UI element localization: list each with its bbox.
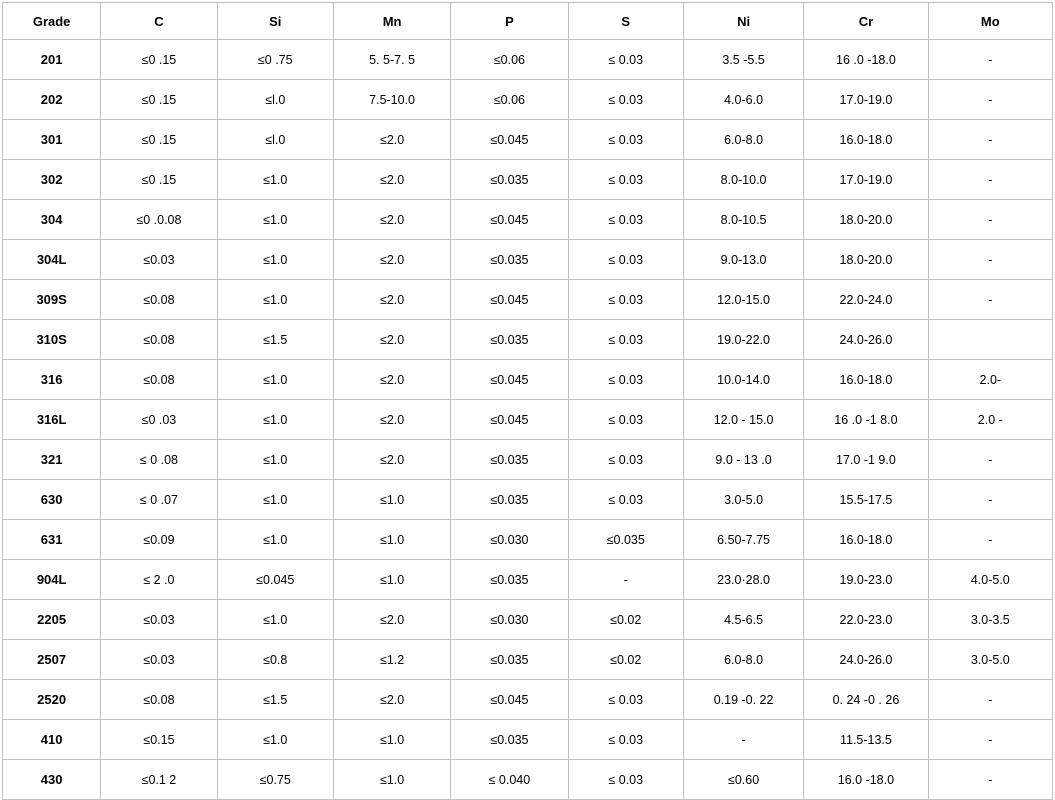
cell-p: ≤ 0.040	[451, 760, 568, 800]
cell-s: ≤ 0.03	[568, 320, 683, 360]
cell-cr: 16 .0 -18.0	[804, 40, 928, 80]
cell-cr: 17.0-19.0	[804, 80, 928, 120]
cell-mn: 5. 5-7. 5	[333, 40, 450, 80]
cell-mo: -	[928, 760, 1052, 800]
cell-mn: ≤2.0	[333, 160, 450, 200]
cell-p: ≤0.045	[451, 360, 568, 400]
cell-ni: 12.0 - 15.0	[683, 400, 803, 440]
table-row	[3, 360, 1053, 400]
cell-c: ≤0.15	[101, 720, 217, 760]
cell-s: ≤0.02	[568, 600, 683, 640]
cell-ni: 4.0-6.0	[683, 80, 803, 120]
cell-mo: 4.0-5.0	[928, 560, 1052, 600]
cell-cr: 19.0-23.0	[804, 560, 928, 600]
cell-p: ≤0.030	[451, 600, 568, 640]
cell-mo: -	[928, 200, 1052, 240]
cell-si: ≤l.0	[217, 120, 333, 160]
cell-ni: 4.5-6.5	[683, 600, 803, 640]
cell-cr: 18.0-20.0	[804, 200, 928, 240]
cell-cr: 16 .0 -1 8.0	[804, 400, 928, 440]
table-row	[3, 240, 1053, 280]
cell-mo: -	[928, 480, 1052, 520]
cell-ni: 3.5 -5.5	[683, 40, 803, 80]
cell-grade: 630	[3, 480, 101, 520]
cell-grade: 410	[3, 720, 101, 760]
cell-grade: 631	[3, 520, 101, 560]
column-header-cr: Cr	[804, 3, 928, 40]
cell-p: ≤0.06	[451, 40, 568, 80]
cell-p: ≤0.035	[451, 240, 568, 280]
cell-c: ≤ 0 .07	[101, 480, 217, 520]
cell-s: ≤0.02	[568, 640, 683, 680]
table-row	[3, 720, 1053, 760]
cell-c: ≤0 .15	[101, 120, 217, 160]
cell-si: ≤0.8	[217, 640, 333, 680]
cell-si: ≤0.045	[217, 560, 333, 600]
cell-cr: 24.0-26.0	[804, 320, 928, 360]
cell-cr: 0. 24 -0 . 26	[804, 680, 928, 720]
cell-si: ≤1.0	[217, 360, 333, 400]
cell-grade: 202	[3, 80, 101, 120]
cell-p: ≤0.035	[451, 480, 568, 520]
cell-mo	[928, 320, 1052, 360]
cell-p: ≤0.045	[451, 400, 568, 440]
cell-si: ≤0.75	[217, 760, 333, 800]
cell-ni: ≤0.60	[683, 760, 803, 800]
chemical-composition-table	[2, 2, 1053, 800]
table-row	[3, 320, 1053, 360]
cell-s: ≤ 0.03	[568, 80, 683, 120]
cell-si: ≤1.0	[217, 440, 333, 480]
cell-mo: -	[928, 680, 1052, 720]
cell-p: ≤0.030	[451, 520, 568, 560]
cell-p: ≤0.045	[451, 120, 568, 160]
column-header-si: Si	[217, 3, 333, 40]
cell-ni: 8.0-10.5	[683, 200, 803, 240]
table-row	[3, 120, 1053, 160]
cell-mo: -	[928, 80, 1052, 120]
cell-p: ≤0.035	[451, 560, 568, 600]
cell-s: ≤ 0.03	[568, 760, 683, 800]
cell-cr: 11.5-13.5	[804, 720, 928, 760]
cell-ni: 0.19 -0. 22	[683, 680, 803, 720]
cell-s: ≤ 0.03	[568, 360, 683, 400]
table-row	[3, 160, 1053, 200]
cell-cr: 16.0-18.0	[804, 120, 928, 160]
cell-grade: 304	[3, 200, 101, 240]
cell-p: ≤0.035	[451, 160, 568, 200]
cell-si: ≤1.5	[217, 680, 333, 720]
cell-mo: -	[928, 440, 1052, 480]
cell-si: ≤l.0	[217, 80, 333, 120]
cell-mn: ≤1.0	[333, 520, 450, 560]
cell-mn: ≤1.0	[333, 560, 450, 600]
cell-cr: 22.0-24.0	[804, 280, 928, 320]
cell-si: ≤1.0	[217, 280, 333, 320]
cell-p: ≤0.045	[451, 280, 568, 320]
cell-mn: ≤2.0	[333, 680, 450, 720]
table-row	[3, 640, 1053, 680]
cell-c: ≤0.1 2	[101, 760, 217, 800]
cell-c: ≤0 .15	[101, 40, 217, 80]
cell-ni: 19.0-22.0	[683, 320, 803, 360]
cell-ni: 8.0-10.0	[683, 160, 803, 200]
cell-c: ≤0 .0.08	[101, 200, 217, 240]
cell-si: ≤1.0	[217, 160, 333, 200]
cell-si: ≤1.0	[217, 480, 333, 520]
column-header-c: C	[101, 3, 217, 40]
cell-mn: ≤2.0	[333, 240, 450, 280]
cell-p: ≤0.045	[451, 200, 568, 240]
cell-p: ≤0.045	[451, 680, 568, 720]
cell-grade: 301	[3, 120, 101, 160]
column-header-mn: Mn	[333, 3, 450, 40]
cell-s: ≤ 0.03	[568, 40, 683, 80]
cell-grade: 316	[3, 360, 101, 400]
cell-s: ≤ 0.03	[568, 200, 683, 240]
cell-c: ≤0.09	[101, 520, 217, 560]
cell-mn: ≤2.0	[333, 200, 450, 240]
cell-grade: 2520	[3, 680, 101, 720]
cell-mn: ≤2.0	[333, 600, 450, 640]
document-sheet	[0, 2, 1055, 790]
cell-c: ≤0.03	[101, 640, 217, 680]
cell-mn: ≤2.0	[333, 360, 450, 400]
cell-s: ≤0.035	[568, 520, 683, 560]
cell-s: ≤ 0.03	[568, 480, 683, 520]
cell-grade: 304L	[3, 240, 101, 280]
cell-cr: 18.0-20.0	[804, 240, 928, 280]
table-row	[3, 760, 1053, 800]
cell-ni: 6.0-8.0	[683, 640, 803, 680]
table-row	[3, 80, 1053, 120]
table-row	[3, 280, 1053, 320]
cell-s: ≤ 0.03	[568, 160, 683, 200]
cell-grade: 310S	[3, 320, 101, 360]
cell-ni: 9.0-13.0	[683, 240, 803, 280]
cell-s: ≤ 0.03	[568, 280, 683, 320]
cell-s: ≤ 0.03	[568, 680, 683, 720]
cell-ni: 10.0-14.0	[683, 360, 803, 400]
column-header-ni: Ni	[683, 3, 803, 40]
cell-cr: 15.5-17.5	[804, 480, 928, 520]
cell-s: ≤ 0.03	[568, 440, 683, 480]
cell-c: ≤0 .15	[101, 160, 217, 200]
cell-p: ≤0.035	[451, 440, 568, 480]
cell-si: ≤1.5	[217, 320, 333, 360]
cell-mo: -	[928, 720, 1052, 760]
cell-mo: 3.0-3.5	[928, 600, 1052, 640]
table-row	[3, 480, 1053, 520]
cell-mo: -	[928, 120, 1052, 160]
cell-mn: ≤1.0	[333, 480, 450, 520]
cell-ni: 9.0 - 13 .0	[683, 440, 803, 480]
cell-grade: 316L	[3, 400, 101, 440]
cell-ni: 6.50-7.75	[683, 520, 803, 560]
cell-s: ≤ 0.03	[568, 720, 683, 760]
cell-c: ≤0.08	[101, 680, 217, 720]
cell-mn: ≤2.0	[333, 320, 450, 360]
cell-ni: 6.0-8.0	[683, 120, 803, 160]
cell-s: ≤ 0.03	[568, 240, 683, 280]
cell-cr: 24.0-26.0	[804, 640, 928, 680]
column-header-mo: Mo	[928, 3, 1052, 40]
cell-mn: ≤2.0	[333, 120, 450, 160]
cell-c: ≤ 2 .0	[101, 560, 217, 600]
table-row	[3, 40, 1053, 80]
cell-mo: -	[928, 240, 1052, 280]
cell-ni: 3.0-5.0	[683, 480, 803, 520]
column-header-s: S	[568, 3, 683, 40]
cell-mo: -	[928, 280, 1052, 320]
cell-ni: 12.0-15.0	[683, 280, 803, 320]
cell-p: ≤0.035	[451, 720, 568, 760]
cell-si: ≤1.0	[217, 400, 333, 440]
table-row	[3, 400, 1053, 440]
cell-mo: -	[928, 160, 1052, 200]
table-row	[3, 600, 1053, 640]
cell-grade: 309S	[3, 280, 101, 320]
cell-cr: 17.0-19.0	[804, 160, 928, 200]
cell-p: ≤0.035	[451, 640, 568, 680]
cell-p: ≤0.06	[451, 80, 568, 120]
cell-mo: -	[928, 40, 1052, 80]
cell-grade: 321	[3, 440, 101, 480]
cell-si: ≤1.0	[217, 720, 333, 760]
cell-c: ≤0 .03	[101, 400, 217, 440]
table-row	[3, 520, 1053, 560]
cell-grade: 2507	[3, 640, 101, 680]
cell-si: ≤1.0	[217, 600, 333, 640]
cell-mo: 2.0-	[928, 360, 1052, 400]
cell-cr: 16.0-18.0	[804, 360, 928, 400]
cell-s: ≤ 0.03	[568, 120, 683, 160]
cell-si: ≤0 .75	[217, 40, 333, 80]
cell-grade: 2205	[3, 600, 101, 640]
column-header-grade: Grade	[3, 3, 101, 40]
cell-c: ≤0.08	[101, 320, 217, 360]
table-row	[3, 200, 1053, 240]
cell-si: ≤1.0	[217, 240, 333, 280]
cell-grade: 430	[3, 760, 101, 800]
cell-mn: 7.5-10.0	[333, 80, 450, 120]
cell-mn: ≤2.0	[333, 280, 450, 320]
cell-grade: 201	[3, 40, 101, 80]
cell-c: ≤ 0 .08	[101, 440, 217, 480]
cell-c: ≤0 .15	[101, 80, 217, 120]
cell-cr: 16.0 -18.0	[804, 760, 928, 800]
cell-cr: 17.0 -1 9.0	[804, 440, 928, 480]
cell-ni: 23.0·28.0	[683, 560, 803, 600]
cell-c: ≤0.08	[101, 360, 217, 400]
cell-mo: 3.0-5.0	[928, 640, 1052, 680]
cell-mn: ≤1.2	[333, 640, 450, 680]
cell-mn: ≤2.0	[333, 400, 450, 440]
table-header-row	[3, 3, 1053, 40]
cell-c: ≤0.03	[101, 600, 217, 640]
cell-grade: 904L	[3, 560, 101, 600]
cell-mn: ≤1.0	[333, 720, 450, 760]
cell-p: ≤0.035	[451, 320, 568, 360]
column-header-p: P	[451, 3, 568, 40]
cell-mo: -	[928, 520, 1052, 560]
table-row	[3, 440, 1053, 480]
cell-c: ≤0.03	[101, 240, 217, 280]
cell-cr: 16.0-18.0	[804, 520, 928, 560]
cell-si: ≤1.0	[217, 200, 333, 240]
cell-mo: 2.0 -	[928, 400, 1052, 440]
table-row	[3, 560, 1053, 600]
cell-cr: 22.0-23.0	[804, 600, 928, 640]
cell-mn: ≤2.0	[333, 440, 450, 480]
cell-grade: 302	[3, 160, 101, 200]
cell-mn: ≤1.0	[333, 760, 450, 800]
cell-si: ≤1.0	[217, 520, 333, 560]
cell-s: ≤ 0.03	[568, 400, 683, 440]
table-row	[3, 680, 1053, 720]
table-body	[3, 40, 1053, 800]
cell-ni: -	[683, 720, 803, 760]
cell-c: ≤0.08	[101, 280, 217, 320]
cell-s: -	[568, 560, 683, 600]
